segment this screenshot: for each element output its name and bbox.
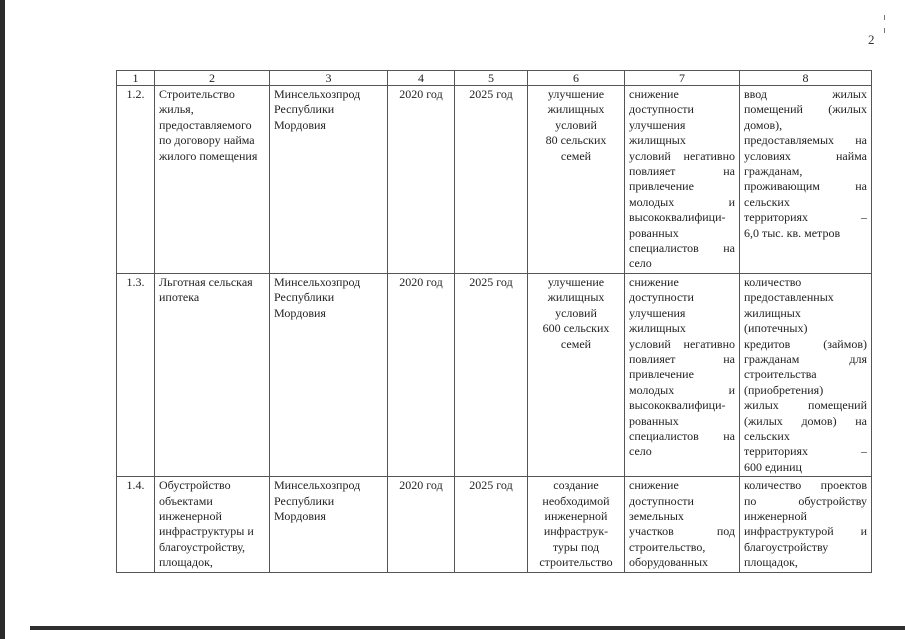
column-header: 7 bbox=[625, 71, 740, 86]
column-header: 3 bbox=[270, 71, 388, 86]
target-indicator-line: благоустройству bbox=[744, 539, 829, 554]
responsible-executor-cell bbox=[270, 86, 388, 274]
row-number-cell: 1.3. bbox=[117, 273, 155, 476]
table-row bbox=[117, 273, 872, 476]
measure-name-line: благоустройству, bbox=[159, 539, 246, 554]
expected-result-line: инженерной bbox=[544, 508, 608, 523]
non-implementation-consequence-line: специалистов на bbox=[629, 428, 735, 443]
target-indicator-line: инженерной bbox=[744, 508, 807, 523]
expected-result-line: туры под bbox=[552, 539, 600, 554]
column-header: 1 bbox=[117, 71, 155, 86]
expected-result-line: семей bbox=[560, 148, 592, 163]
expected-result-line: жилищных bbox=[547, 102, 605, 117]
responsible-executor-cell bbox=[270, 477, 388, 572]
page-number: 2 bbox=[868, 32, 875, 47]
non-implementation-consequence-line: условий негативно bbox=[629, 336, 735, 351]
table-row bbox=[117, 86, 872, 274]
responsible-executor-line: Мордовия bbox=[274, 117, 326, 132]
target-indicator-line: домов), bbox=[744, 117, 783, 132]
target-indicator-line: гражданам, bbox=[744, 164, 803, 179]
measure-name-line: по договору найма bbox=[159, 133, 255, 148]
non-implementation-consequence-line: участков под bbox=[629, 524, 735, 539]
target-indicator-cell bbox=[740, 273, 872, 476]
measure-name-line: инфраструктуры и bbox=[159, 524, 254, 539]
target-indicator-line: сельских bbox=[744, 194, 790, 209]
non-implementation-consequence-line: рованных bbox=[629, 225, 679, 240]
expected-result-line: необходимой bbox=[542, 493, 610, 508]
column-header: 4 bbox=[388, 71, 455, 86]
non-implementation-consequence-line: повлияет на bbox=[629, 164, 735, 179]
target-indicator-line: площадок, bbox=[744, 555, 798, 570]
non-implementation-consequence-line: условий негативно bbox=[629, 148, 735, 163]
start-year-cell: 2020 год bbox=[388, 477, 455, 572]
column-header: 6 bbox=[528, 71, 625, 86]
target-indicator-cell bbox=[740, 86, 872, 274]
target-indicator-line: гражданам для bbox=[744, 351, 867, 366]
expected-result-line: условий bbox=[555, 305, 597, 320]
expected-result-line: условий bbox=[555, 117, 597, 132]
non-implementation-consequence-line: привлечение bbox=[629, 367, 694, 382]
target-indicator-line: строительства bbox=[744, 367, 817, 382]
non-implementation-consequence-line: земельных bbox=[629, 508, 684, 523]
responsible-executor-line: Минсельхозпрод bbox=[274, 87, 361, 101]
scan-speck bbox=[884, 28, 885, 33]
responsible-executor-line: Республики bbox=[274, 102, 335, 117]
expected-result-line: улучшение bbox=[547, 274, 605, 289]
measure-name-line: площадок, bbox=[159, 555, 213, 570]
expected-result-line: семей bbox=[560, 336, 592, 351]
target-indicator-cell bbox=[740, 477, 872, 572]
header-row bbox=[117, 71, 872, 86]
row-number-cell: 1.4. bbox=[117, 477, 155, 572]
non-implementation-consequence-line: село bbox=[629, 256, 652, 271]
responsible-executor-line: Мордовия bbox=[274, 508, 326, 523]
non-implementation-consequence-line: жилищных bbox=[629, 133, 686, 148]
end-year-cell: 2025 год bbox=[455, 477, 528, 572]
responsible-executor-line: Республики bbox=[274, 493, 335, 508]
non-implementation-consequence-cell bbox=[625, 273, 740, 476]
end-year-cell: 2025 год bbox=[455, 86, 528, 274]
expected-result-line: создание bbox=[553, 478, 599, 493]
measure-name-cell bbox=[155, 86, 270, 274]
expected-result-line: инфраструк- bbox=[543, 524, 609, 539]
target-indicator-line: территориях – bbox=[744, 210, 867, 225]
non-implementation-consequence-line: молодых и bbox=[629, 194, 735, 209]
target-indicator-line: сельских bbox=[744, 428, 790, 443]
table-row bbox=[117, 477, 872, 572]
expected-result-cell bbox=[528, 477, 625, 572]
measure-name-line: инженерной bbox=[159, 508, 222, 523]
start-year-cell: 2020 год bbox=[388, 273, 455, 476]
program-measures-table bbox=[116, 70, 872, 573]
target-indicator-line: (жилых домов) на bbox=[744, 413, 867, 428]
non-implementation-consequence-line: доступности bbox=[629, 290, 694, 305]
non-implementation-consequence-line: село bbox=[629, 444, 652, 459]
target-indicator-line: территориях – bbox=[744, 444, 867, 459]
measure-name-line: Льготная сельская bbox=[159, 274, 253, 289]
responsible-executor-line: Республики bbox=[274, 290, 335, 305]
non-implementation-consequence-line: снижение bbox=[629, 87, 679, 101]
non-implementation-consequence-cell bbox=[625, 86, 740, 274]
non-implementation-consequence-line: доступности bbox=[629, 493, 694, 508]
responsible-executor-line: Минсельхозпрод bbox=[274, 478, 361, 493]
target-indicator-line: (приобретения) bbox=[744, 382, 824, 397]
target-indicator-line: по обустройству bbox=[744, 493, 867, 508]
target-indicator-line: 6,0 тыс. кв. метров bbox=[744, 225, 841, 240]
column-header: 5 bbox=[455, 71, 528, 86]
row-number-cell: 1.2. bbox=[117, 86, 155, 274]
target-indicator-line: условиях найма bbox=[744, 148, 867, 163]
target-indicator-line: кредитов (займов) bbox=[744, 336, 867, 351]
scan-speck bbox=[884, 15, 885, 20]
non-implementation-consequence-line: рованных bbox=[629, 413, 679, 428]
expected-result-line: строительство bbox=[539, 555, 613, 570]
target-indicator-line: жилых помещений bbox=[744, 398, 867, 413]
start-year-cell: 2020 год bbox=[388, 86, 455, 274]
non-implementation-consequence-line: высококвалифици- bbox=[629, 398, 726, 413]
measure-name-line: ипотека bbox=[159, 290, 200, 305]
target-indicator-line: ввод жилых bbox=[744, 87, 867, 101]
expected-result-cell bbox=[528, 86, 625, 274]
target-indicator-line: жилищных bbox=[744, 305, 801, 320]
target-indicator-line: количество проектов bbox=[744, 478, 867, 493]
responsible-executor-line: Минсельхозпрод bbox=[274, 274, 361, 289]
non-implementation-consequence-line: молодых и bbox=[629, 382, 735, 397]
expected-result-line: 80 сельских bbox=[545, 133, 607, 148]
column-header: 2 bbox=[155, 71, 270, 86]
measure-name-line: Строительство bbox=[159, 87, 235, 101]
non-implementation-consequence-line: доступности bbox=[629, 102, 694, 117]
target-indicator-line: помещений (жилых bbox=[744, 102, 867, 117]
target-indicator-line: количество bbox=[744, 274, 802, 289]
target-indicator-line: 600 единиц bbox=[744, 459, 802, 474]
target-indicator-line: предоставляемых на bbox=[744, 133, 867, 148]
column-header: 8 bbox=[740, 71, 872, 86]
measure-name-line: объектами bbox=[159, 493, 213, 508]
measure-name-line: жилья, bbox=[159, 102, 194, 117]
non-implementation-consequence-line: специалистов на bbox=[629, 241, 735, 256]
non-implementation-consequence-line: жилищных bbox=[629, 321, 686, 336]
non-implementation-consequence-line: оборудованных bbox=[629, 555, 709, 570]
target-indicator-line: (ипотечных) bbox=[744, 321, 808, 336]
non-implementation-consequence-line: снижение bbox=[629, 478, 679, 493]
non-implementation-consequence-line: высококвалифици- bbox=[629, 210, 726, 225]
measure-name-cell bbox=[155, 273, 270, 476]
expected-result-cell bbox=[528, 273, 625, 476]
scan-edge-left bbox=[0, 0, 5, 639]
target-indicator-line: предоставленных bbox=[744, 290, 834, 305]
expected-result-line: жилищных bbox=[547, 290, 605, 305]
target-indicator-line: инфраструктурой и bbox=[744, 524, 867, 539]
expected-result-line: 600 сельских bbox=[542, 321, 610, 336]
responsible-executor-line: Мордовия bbox=[274, 305, 326, 320]
non-implementation-consequence-line: снижение bbox=[629, 274, 679, 289]
measure-name-cell bbox=[155, 477, 270, 572]
responsible-executor-cell bbox=[270, 273, 388, 476]
non-implementation-consequence-line: строительство, bbox=[629, 539, 706, 554]
target-indicator-line: проживающим на bbox=[744, 179, 867, 194]
non-implementation-consequence-line: повлияет на bbox=[629, 351, 735, 366]
scan-edge-bottom bbox=[30, 626, 905, 630]
measure-name-line: Обустройство bbox=[159, 478, 231, 493]
measure-name-line: жилого помещения bbox=[159, 148, 258, 163]
non-implementation-consequence-line: улучшения bbox=[629, 117, 686, 132]
non-implementation-consequence-line: привлечение bbox=[629, 179, 694, 194]
measure-name-line: предоставляемого bbox=[159, 117, 252, 132]
end-year-cell: 2025 год bbox=[455, 273, 528, 476]
non-implementation-consequence-cell bbox=[625, 477, 740, 572]
expected-result-line: улучшение bbox=[547, 87, 605, 101]
non-implementation-consequence-line: улучшения bbox=[629, 305, 686, 320]
